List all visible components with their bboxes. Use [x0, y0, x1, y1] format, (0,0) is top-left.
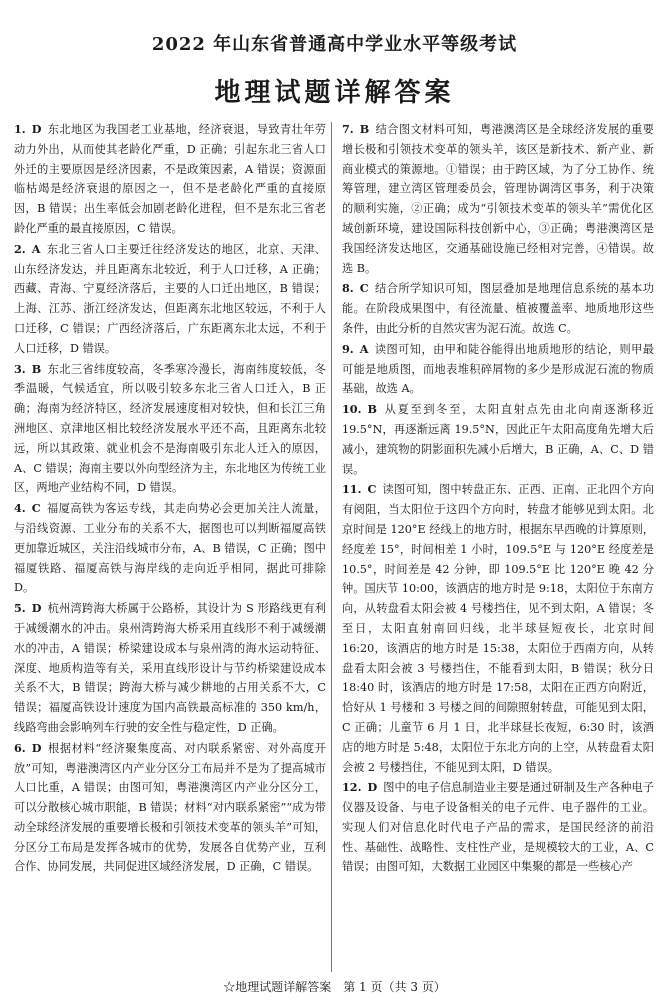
question-number: 2.	[14, 241, 26, 256]
explanation-text: 根据材料“经济聚集度高、对内联系紧密、对外高度开放”可知，粤港澳湾区内产业分区分工布局并不是为了提高城市人口比重，A 错误；由图可知，粤港澳湾区内产业分区分工，可以分散核心城市职能，B 错误；材料“对内联系紧密”“成为带动全球经济发展的重要增长极和引领技术变革的领头羊”可知，分区分工布局是发挥各城市的优势，发展各自优势产业，互利合作、协同发展，共同促进区域经济发展，D 正确，C 错误。	[14, 741, 326, 874]
answer-item-1	[14, 120, 326, 239]
answer-item-5	[14, 599, 326, 738]
question-number: 3.	[14, 361, 26, 376]
answer-letter: C	[359, 281, 369, 296]
explanation-text: 结合所学知识可知，图层叠加是地理信息系统的基本功能。在阶段成果图中，有径流量、植被覆盖率、地质地形这些条件，由此分析的自然灾害为泥石流。故选 C。	[342, 282, 654, 335]
explanation-text: 从夏至到冬至，太阳直射点先由北向南逐渐移近 19.5°N，再逐渐远离 19.5°N，因此正午太阳高度角先增大后减小，建筑物的阴影面积先减小后增大，B 正确，A、C、D 错误。	[342, 403, 654, 476]
right-column	[342, 120, 654, 975]
answer-letter: D	[31, 122, 42, 136]
question-number: 9.	[342, 341, 354, 356]
answer-letter: C	[367, 482, 377, 497]
left-column	[14, 120, 326, 975]
document-title: 地理试题详解答案	[214, 78, 455, 108]
answer-item-12	[342, 778, 654, 877]
answer-item-11	[342, 480, 654, 777]
answer-item-9	[342, 340, 654, 399]
explanation-text: 东北地区为我国老工业基地，经济衰退，导致青壮年劳动力外出，从而使其老龄化严重，D 正确；引起东北三省人口外迁的主要原因是经济因素，不是政策因素，A 错误；资源面临枯竭是经济衰退的原因之一，但不是老龄化严重的直接原因，B 错误；出生率低会加剧老龄化进程，但不是东北三省老龄化严重的最直接原因，C 错误。	[14, 123, 326, 235]
answer-item-7	[342, 120, 654, 278]
question-number: 6.	[14, 740, 26, 755]
explanation-text: 福厦高铁为客运专线，其走向势必会更加关注人流量，与沿线资源、工业分布的关系不大，据图也可以判断福厦高铁更加靠近城区，关注沿线城市分布，A、B 错误，C 正确；图中福厦铁路、福厦高铁与海岸线的走向近乎相同，据此可排除 D。	[14, 502, 326, 595]
answer-letter: D	[367, 780, 378, 795]
explanation-text: 读图可知，由甲和陡谷能得出地质地形的结论，则甲最可能是地质图，而地表堆积碎屑物的多少是形成泥石流的物质基础，故选 A。	[342, 342, 654, 396]
explanation-text: 图中的电子信息制造业主要是通过研制及生产各种电子仪器及设备、与电子设备相关的电子元件、电子器件的工业。实现人们对信息化时代电子产品的需求，是国民经济的前沿性、基础性、战略性、支柱性产业，是规模较大的工业，A、C 错误；由图可知，大数据工业园区中集聚的都是一些核心产	[342, 781, 654, 874]
explanation-text: 杭州湾跨海大桥属于公路桥，其设计为 S 形路线更有利于减缓潮水的冲击。泉州湾跨海大桥采用直线形不利于减缓潮水的冲击，A 错误；桥梁建设成本与泉州湾的海水运动特征、深度、地质构造等有关，采用直线形设计与节约桥梁建设成本关系不大，B 错误；跨海大桥与减少耕地的占用关系不大，C 错误；福厦高铁设计速度为国内高铁最高标准的 350 km/h，线路弯曲会影响列车行驶的安全性与稳定性，D 正确。	[14, 602, 326, 734]
answer-item-2	[14, 240, 326, 359]
answer-item-6	[14, 739, 326, 878]
explanation-text: 读图可知，图中转盘正东、正西、正南、正北四个方向有阅阻，当太阳位于这四个方向时，转盘才能够见到太阳。北京时间是 120°E 经线上的地方时，根据东早西晚的计算原则，经度差 15°，时间相差 1 小时，109.5°E 与 120°E 经度差是 10.5°，时间差是 42 分钟，即 109.5°E 比 120°E 晚 42 分钟。国庆节 10:00，该酒店的地方时是 9:18，太阳位于东南方向，从转盘看太阳会被 4 号楼挡住，见不到太阳，A 错误；冬至日，太阳直射南回归线，北半球昼短夜长，北京时间 16:20，该酒店的地方时是 15:38，太阳位于西南方向，从转盘看太阳会被 3 号楼挡住，不能看到太阳，B 错误；秋分日 18:40 时，该酒店的地方时是 17:58，太阳在正西方向附近，恰好从 1 号楼和 3 号楼之间的间隙照射转盘，可能见到太阳，C 正确；儿童节 6 月 1 日，北半球昼长夜短，6:30 时，该酒店的地方时是 5:48，太阳位于东北方向的上空，从转盘看太阳会被 2 号楼挡住，不能见到太阳，D 错误。	[342, 483, 654, 774]
answer-item-8	[342, 279, 654, 338]
explanation-text: 东北三省纬度较高，冬季寒冷漫长，海南纬度较低，冬季温暖，气候适宜，所以吸引较多东北三省人口迁入，B 正确；海南为经济特区，经济发展速度相对较快，但和长江三角洲地区、京津地区相比较经济发展水平还不高，且距离东北较远，所以其政策、就业机会不是海南吸引东北人迁入的原因，A、C 错误；海南主要以外向型经济为主，东北地区为传统工业区，两地产业结构不同，D 错误。	[14, 362, 326, 495]
answer-item-10	[342, 400, 654, 479]
explanation-text: 东北三省人口主要迁往经济发达的地区，北京、天津、山东经济发达，并且距离东北较近，利于人口迁移，A 正确；西藏、青海、宁夏经济落后，主要的人口迁出地区，B 错误；上海、江苏、浙江经济发达，但距离东北地区较远，不利于人口迁移，C 错误；广西经济落后，广东距离东北太远，不利于人口迁移，D 错误。	[14, 242, 326, 355]
question-number: 5.	[14, 601, 26, 616]
answer-letter: D	[31, 740, 42, 755]
question-number: 12.	[342, 780, 362, 795]
exam-title: 2022 年山东省普通高中学业水平等级考试	[151, 34, 518, 55]
answer-letter: A	[31, 241, 41, 256]
answer-letter: B	[31, 361, 42, 376]
question-number: 11.	[342, 482, 362, 497]
answer-item-4	[14, 499, 326, 598]
question-number: 8.	[342, 281, 354, 296]
question-number: 7.	[342, 122, 354, 136]
answer-letter: B	[367, 402, 377, 417]
answer-item-3	[14, 360, 326, 499]
answer-letter: D	[31, 601, 42, 616]
page-footer: ☆地理试题详解答案 第 1 页（共 3 页）	[223, 980, 446, 994]
answer-letter: A	[359, 341, 369, 356]
column-divider	[331, 122, 332, 972]
question-number: 4.	[14, 501, 26, 516]
question-number: 1.	[14, 122, 26, 136]
explanation-text: 结合图文材料可知，粤港澳湾区是全球经济发展的重要增长极和引领技术变革的领头羊，该区是新技术、新产业、新商业模式的策源地。①错误；由于跨区域，为了分工协作、统筹管理，建立湾区管理委员会，管理协调湾区事务，利于决策的顺利实施，②正确；成为“引领技术变革的领头羊”需优化区域创新环境，建设国际科技创新中心，③正确；粤港澳湾区是我国经济发达地区，交通基础设施已经相对完善，④错误。故选 B。	[342, 123, 654, 275]
answer-letter: C	[31, 501, 41, 516]
question-number: 10.	[342, 402, 362, 417]
answer-letter: B	[359, 122, 370, 136]
